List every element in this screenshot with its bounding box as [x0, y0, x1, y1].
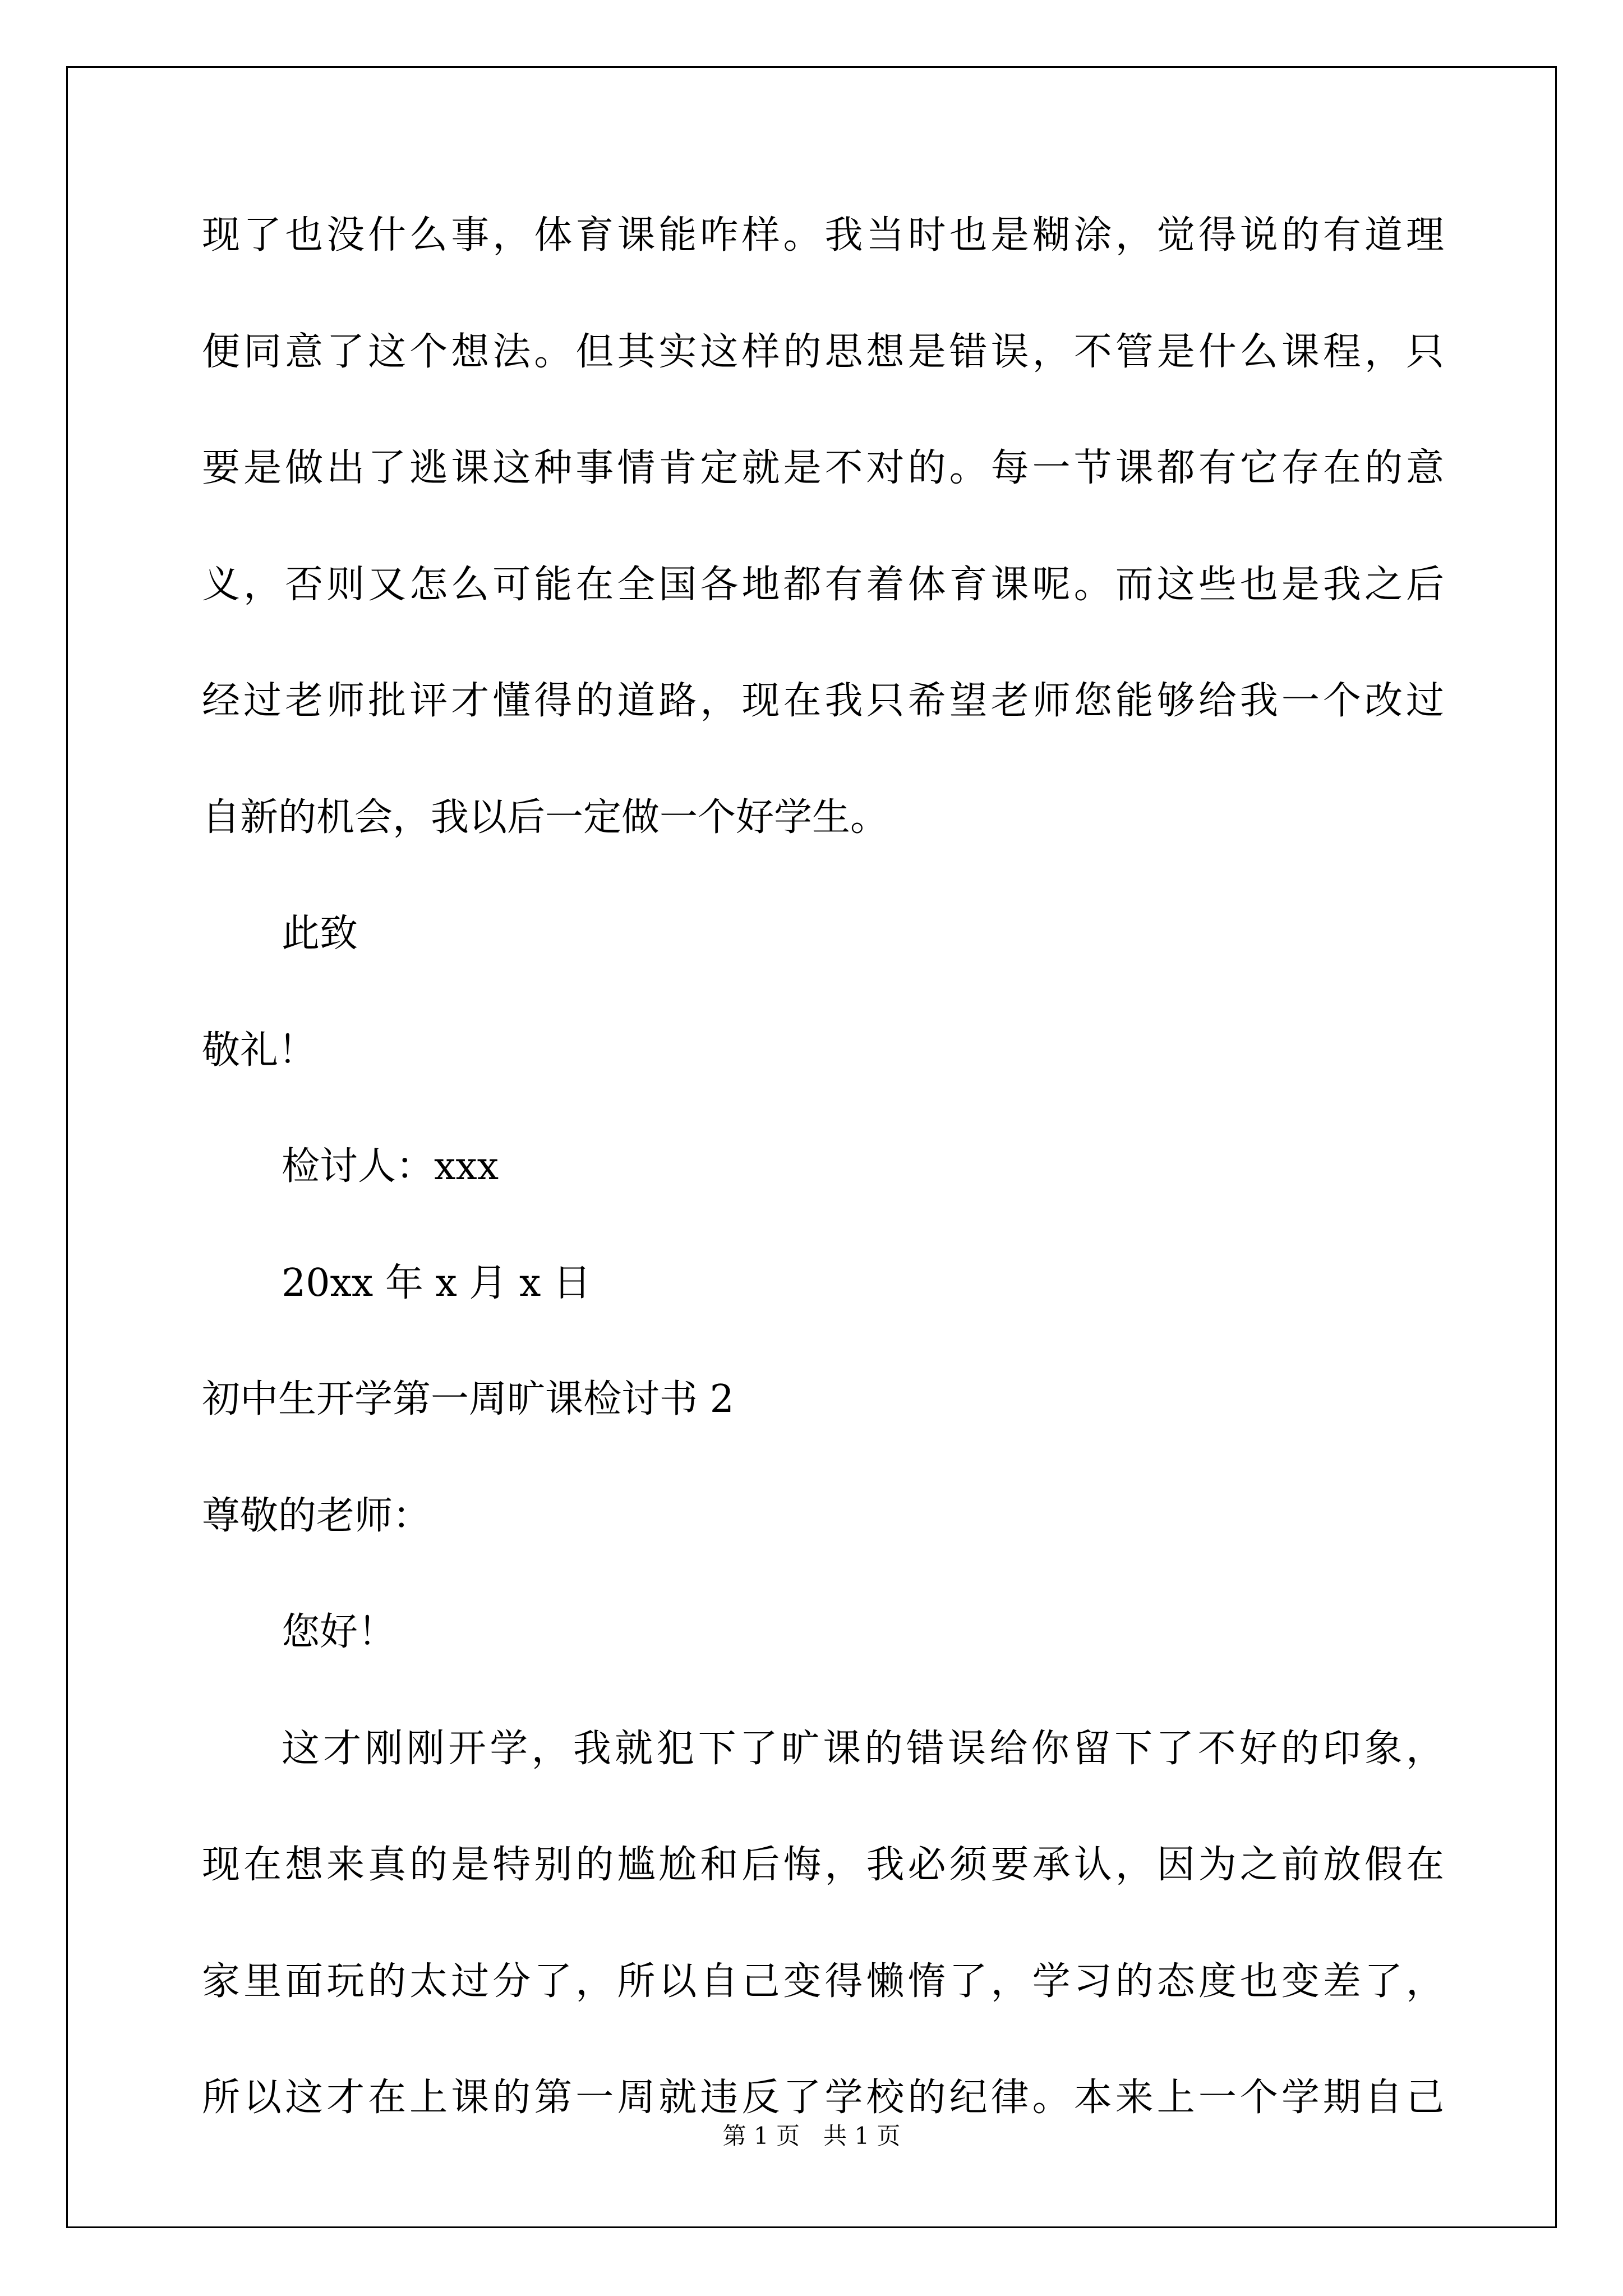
paragraph-line: 这才刚刚开学，我就犯下了旷课的错误给你留下了不好的印象， [282, 1726, 1444, 1771]
paragraph-line: 便同意了这个想法。但其实这样的思想是错误，不管是什么课程，只 [202, 329, 1444, 374]
paragraph-line: 现在想来真的是特别的尴尬和后悔，我必须要承认，因为之前放假在 [202, 1843, 1444, 1887]
signature-date: 20xx 年 x 月 x 日 [282, 1260, 592, 1305]
letter-greeting: 您好！ [282, 1610, 396, 1654]
paragraph-line: 所以这才在上课的第一周就违反了学校的纪律。本来上一个学期自己 [202, 2076, 1444, 2120]
paragraph-line: 要是做出了逃课这种事情肯定就是不对的。每一节课都有它存在的意 [202, 446, 1444, 490]
paragraph-line: 自新的机会，我以后一定做一个好学生。 [202, 795, 889, 840]
closing-salutation: 此致 [282, 912, 358, 956]
section-title: 初中生开学第一周旷课检讨书 2 [202, 1377, 734, 1421]
document-body [202, 213, 1444, 2195]
letter-addressee: 尊敬的老师： [202, 1493, 431, 1538]
closing-regards: 敬礼！ [202, 1028, 317, 1073]
paragraph-line: 现了也没什么事，体育课能咋样。我当时也是糊涂，觉得说的有道理 [202, 213, 1444, 257]
paragraph-line: 义，否则又怎么可能在全国各地都有着体育课呢。而这些也是我之后 [202, 562, 1444, 607]
paragraph-line: 家里面玩的太过分了，所以自己变得懒惰了，学习的态度也变差了， [202, 1959, 1444, 2004]
paragraph-line: 经过老师批评才懂得的道路，现在我只希望老师您能够给我一个改过 [202, 679, 1444, 723]
page-number-footer: 第 1 页 共 1 页 [722, 2122, 901, 2150]
signature-name: 检讨人：xxx [282, 1144, 499, 1189]
